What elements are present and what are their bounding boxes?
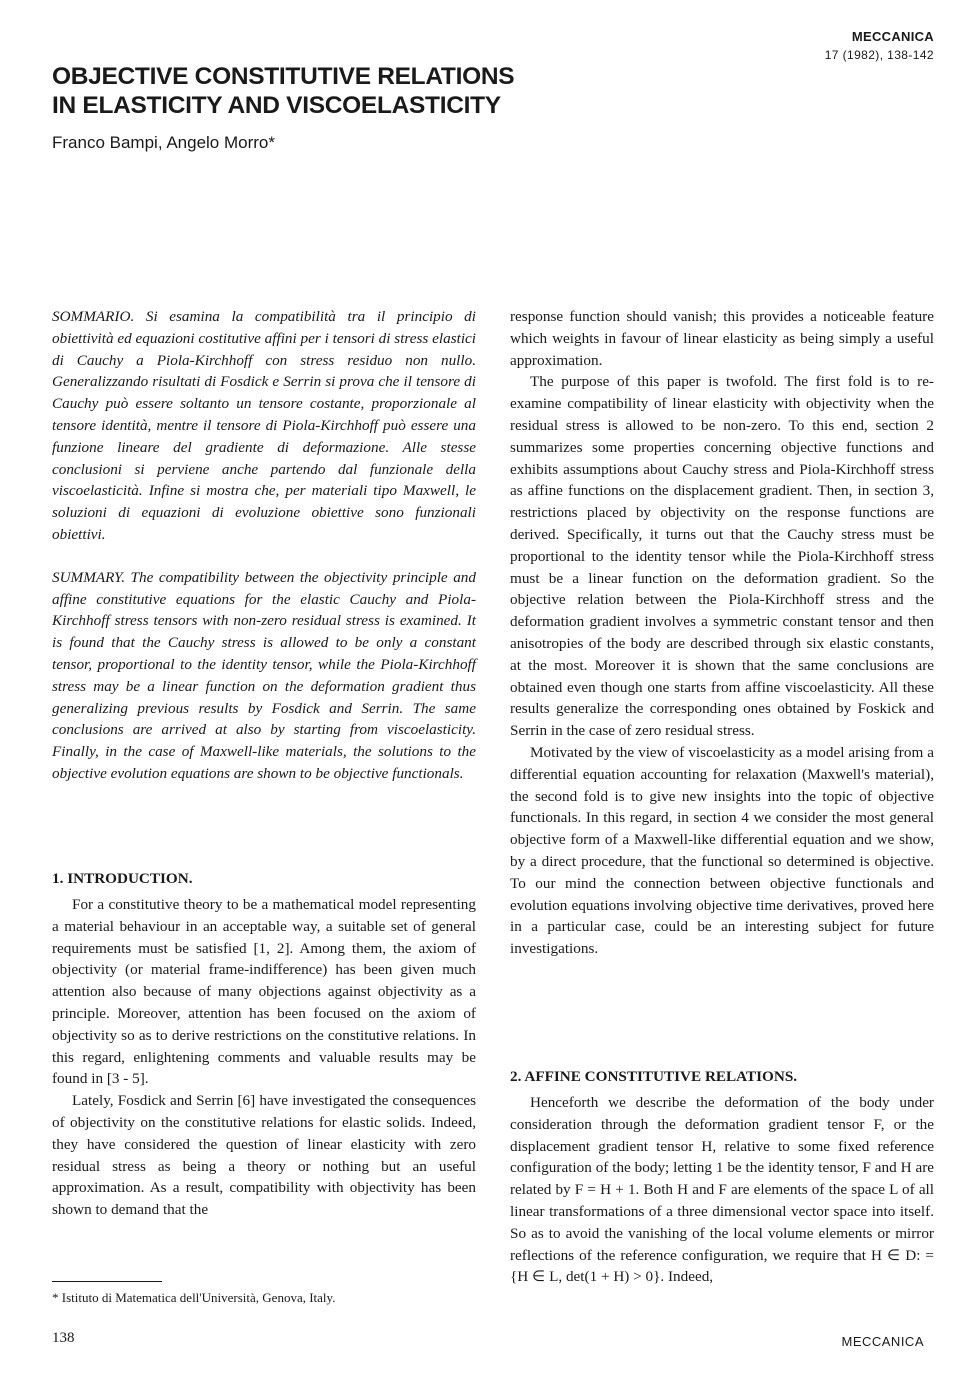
abstract-english: SUMMARY. The compatibility between the objectivity principle and affine constitutive equations for the elastic Cauchy and Piola-Kirchhoff stress tensors with non-zero residual stress is examined. It is found that the Cauchy stress is allowed to be only a constant tensor, proportional to the identity tensor, while the Piola-Kirchhoff stress may be a linear function on the deformation gradient thus generalizing previous results by Fosdick and Serrin. The same conclusions are arrived at also by starting from viscoelasticity. Finally, in the case of Maxwell-like materials, the solutions to the objective evolution equations are shown to be objective functionals.	[52, 568, 476, 782]
title-line-1: OBJECTIVE CONSTITUTIVE RELATIONS	[52, 63, 515, 90]
page-number: 138	[52, 1330, 75, 1346]
abstract-italian: SOMMARIO. Si esamina la compatibilità tra il principio di obiettività ed equazioni costitutive affini per i tensori di stress elastici di Cauchy a Piola-Kirchhoff con stress residuo non nullo. Generalizzando risultati di Fosdick e Serrin si prova che il tensore di Cauchy può essere soltanto un tensore costante, proporzionale al tensore identità, mentre il tensore di Piola-Kirchhoff può essere una funzione lineare del gradiente di deformazione. Alle stesse conclusioni si perviene anche partendo dal funzionale della viscoelasticità. Infine si mostra che, per materiali tipo Maxwell, le soluzioni di equazioni di evoluzione obiettive sono funzionali obiettivi.	[52, 308, 476, 543]
paragraph: response function should vanish; this provides a noticeable feature which weights in favour of linear elasticity as being simply a useful approximation.	[510, 308, 934, 369]
journal-name: MECCANICA	[851, 29, 934, 44]
paragraph: The purpose of this paper is twofold. The first fold is to re-examine compatibility of linear elasticity with objectivity when the residual stress is allowed to be non-zero. To this end, section 2 summarizes some properties concerning objective functions and exhibits assumptions about Cauchy stress and Piola-Kirchhoff stress as affine functions on the displacement gradient. Then, in section 3, restrictions placed by objectivity on the response functions are derived. Specifically, it turns out that the Cauchy stress must be proportional to the identity tensor while the Piola-Kirchhoff stress must be a linear function on the deformation gradient. So the objective relation between the Piola-Kirchhoff stress and the deformation gradient involves a symmetric constant tensor and then anisotropies of the body are described through six elastic constants, at the most. Moreover it is shown that the same conclusions are obtained even though one starts from affine viscoelasticity. All these results generalize the corresponding ones obtained by Foskick and Serrin in the case of zero residual stress.	[510, 373, 934, 740]
article-title	[52, 62, 692, 120]
abstract-column	[52, 306, 476, 806]
introduction-body	[52, 894, 476, 1221]
paragraph: For a constitutive theory to be a mathematical model representing a material behaviour in an acceptable way, a suitable set of general requirements must be satisfied [1, 2]. Among them, the axiom of objectivity (or material frame-indifference) has been given much attention also because of many objections against objectivity as a principle. Moreover, attention has been focused on the axiom of objectivity so as to derive restrictions on the constitutive relations. In this regard, enlightening comments and valuable results may be found in [3 - 5].	[52, 896, 476, 1088]
journal-header	[825, 28, 934, 64]
article-authors: Franco Bampi, Angelo Morro*	[52, 133, 275, 152]
footnote: * Istituto di Matematica dell'Università, Genova, Italy.	[52, 1290, 336, 1305]
paragraph: Lately, Fosdick and Serrin [6] have investigated the consequences of objectivity on the constitutive relations for elastic solids. Indeed, they have considered the question of linear elasticity with zero residual stress as being a theory or nothing but an useful approximation. As a result, compatibility with objectivity has been shown to demand that the	[52, 1092, 476, 1219]
footer-journal-name: MECCANICA	[841, 1334, 924, 1349]
journal-volume: 17 (1982), 138-142	[824, 48, 934, 62]
paragraph: Henceforth we describe the deformation of the body under consideration through the deformation gradient tensor F, or the displacement gradient tensor H, relative to some fixed reference configuration of the body; letting 1 be the identity tensor, F and H are related by F = H + 1. Both H and F are elements of the space L of all linear transformations of a three dimensional vector space into itself. So as to avoid the vanishing of the local volume elements or mirror reflections of the reference configuration, we require that H ∈ D: = {H ∈ L, det(1 + H) > 0}. Indeed,	[510, 1094, 934, 1286]
right-column	[510, 306, 934, 960]
section-heading-affine: 2. AFFINE CONSTITUTIVE RELATIONS.	[510, 1068, 798, 1085]
section2-body	[510, 1092, 934, 1288]
paragraph: Motivated by the view of viscoelasticity as a model arising from a differential equation accounting for relaxation (Maxwell's material), the second fold is to give new insights into the topic of objective functionals. In this regard, in section 4 we consider the most general objective form of a Maxwell-like differential equation and we show, by a direct procedure, that the functional so determined is objective. To our mind the connection between objective functionals and evolution equations involving objective time derivatives, proved here in a particular case, could be an interesting subject for future investigations.	[510, 743, 934, 958]
footnote-rule	[52, 1281, 162, 1282]
section-heading-introduction: 1. INTRODUCTION.	[52, 870, 193, 887]
title-line-2: IN ELASTICITY AND VISCOELASTICITY	[52, 92, 501, 119]
